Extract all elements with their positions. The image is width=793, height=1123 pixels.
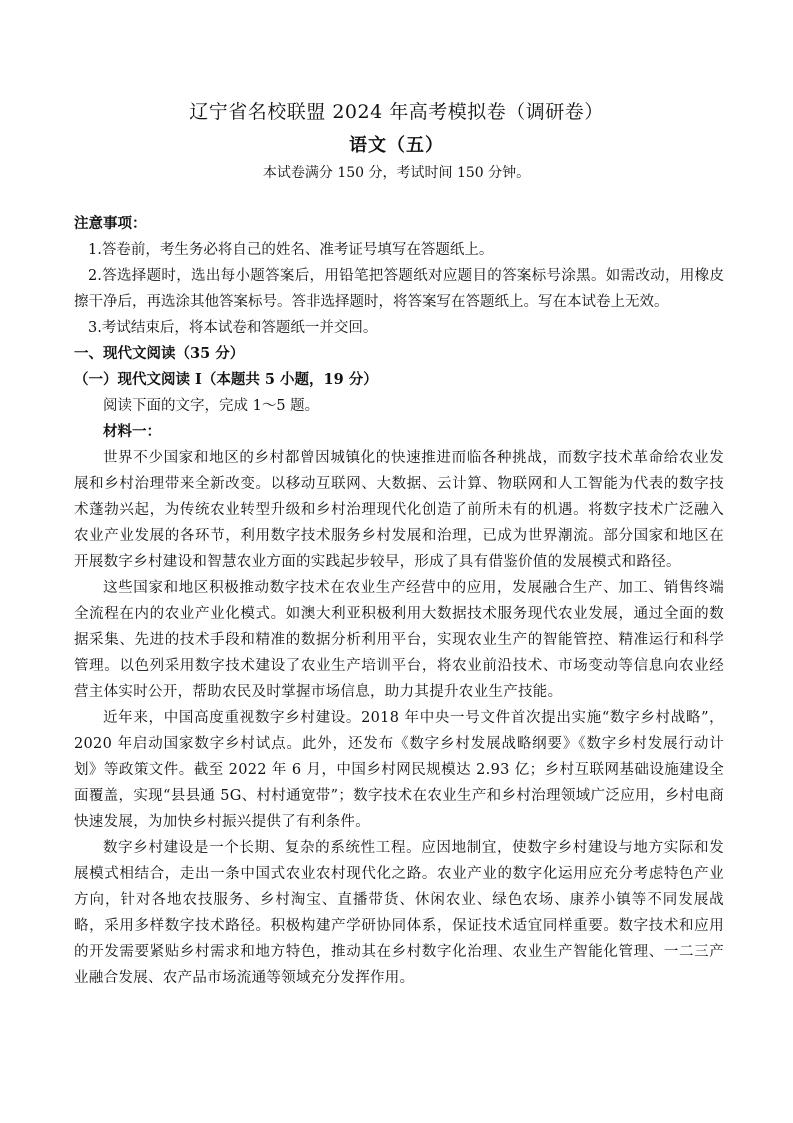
exam-title: 辽宁省名校联盟 2024 年高考模拟卷（调研卷） <box>189 101 604 123</box>
subject-title: 语文（五） <box>349 135 444 156</box>
reading-instruction: 阅读下面的文字，完成 1～5 题。 <box>103 398 320 414</box>
exam-info: 本试卷满分 150 分，考试时间 150 分钟。 <box>262 165 531 181</box>
passage-paragraph-1: 世界不少国家和地区的乡村都曾因城镇化的快速推进而临各种挑战，而数字技术革命给农业发展和乡村治理带来全新改变。以移动互联网、大数据、云计算、物联网和人工智能为代表的数字技术蓬勃兴起，为传统农业转型升级和乡村治理现代化创造了前所未有的机遇。将数字技术广泛融入农业产业发展的各环节，利用数字技术服务乡村发展和治理，已成为世界潮流。部分国家和地区在开展数字乡村建设和智慧农业方面的实践起步较早，形成了具有借鉴价值的发展模式和路径。 <box>74 450 724 570</box>
section-heading: 一、现代文阅读（35 分） <box>74 345 245 362</box>
notice-item-3: 3.考试结束后，将本试卷和答题纸一并交回。 <box>88 320 378 336</box>
notice-item-2: 2.答选择题时，选出每小题答案后，用铅笔把答题纸对应题目的答案标号涂黑。如需改动，用橡皮擦干净后，再选涂其他答案标号。答非选择题时，将答案写在答题纸上。写在本试卷上无效。 <box>74 268 724 310</box>
material-label: 材料一： <box>103 423 161 440</box>
passage-paragraph-4: 数字乡村建设是一个长期、复杂的系统性工程。应因地制宜，使数字乡村建设与地方实际和发展模式相结合，走出一条中国式农业农村现代化之路。农业产业的数字化运用应充分考虑特色产业方向，针对各地农技服务、乡村淘宝、直播带货、休闲农业、绿色农场、康养小镇等不同发展战略，采用多样数字技术路径。积极构建产学研协同体系，保证技术适宜同样重要。数字技术和应用的开发需要紧贴乡村需求和地方特色，推动其在乡村数字化治理、农业生产智能化管理、一二三产业融合发展、农产品市场流通等领域充分发挥作用。 <box>74 840 724 986</box>
exam-body <box>74 211 724 991</box>
passage-paragraph-2: 这些国家和地区积极推动数字技术在农业生产经营中的应用，发展融合生产、加工、销售终端全流程在内的农业产业化模式。如澳大利亚积极利用大数据技术服务现代农业发展，通过全面的数据采集、先进的技术手段和精准的数据分析利用平台，实现农业生产的智能管控、精准运行和科学管理。以色列采用数字技术建设了农业生产培训平台，将农业前沿技术、市场变动等信息向农业经营主体实时公开，帮助农民及时掌握市场信息，助力其提升农业生产技能。 <box>74 580 724 700</box>
notice-item-1: 1.答卷前，考生务必将自己的姓名、准考证号填写在答题纸上。 <box>88 242 494 258</box>
sub-section-heading: （一）现代文阅读 I（本题共 5 小题，19 分） <box>74 371 378 388</box>
notice-heading: 注意事项： <box>74 215 147 232</box>
passage-paragraph-3: 近年来，中国高度重视数字乡村建设。2018 年中央一号文件首次提出实施“数字乡村战略”，2020 年启动国家数字乡村试点。此外，还发布《数字乡村发展战略纲要》《数字乡村发展行动计划》等政策文件。截至 2022 年 6 月，中国乡村网民规模达 2.93 亿；乡村互联网基础设施建设全面覆盖，实现“县县通 5G、村村通宽带”；数字技术在农业生产和乡村治理领域广泛应用，乡村电商快速发展，为加快乡村振兴提供了有利条件。 <box>74 710 724 830</box>
